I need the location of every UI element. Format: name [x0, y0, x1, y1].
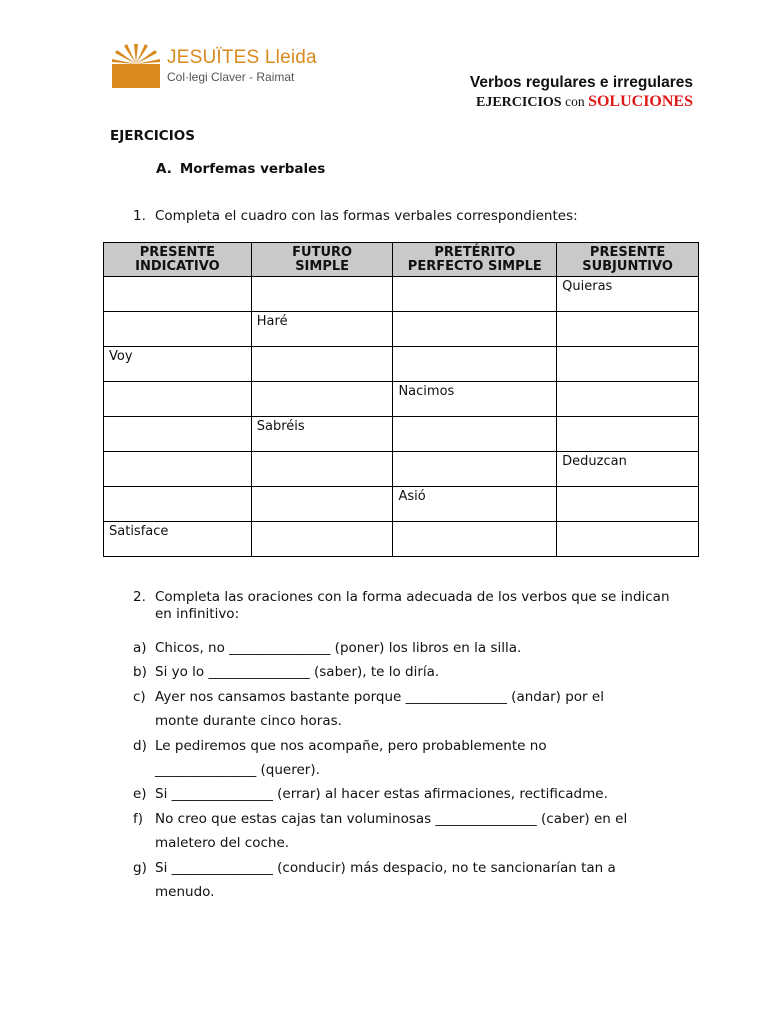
item-letter: f) — [133, 810, 144, 827]
table-cell — [393, 347, 557, 382]
table-cell — [557, 417, 699, 452]
table-cell — [104, 277, 252, 312]
item-letter: c) — [133, 688, 146, 705]
table-cell — [104, 417, 252, 452]
list-item — [133, 660, 703, 684]
table-cell: Sabréis — [251, 417, 393, 452]
subsection-heading: A. Morfemas verbales — [156, 161, 326, 177]
list-item — [133, 807, 703, 856]
table-cell — [251, 347, 393, 382]
item-letter: b) — [133, 664, 147, 681]
sunburst-logo-icon — [112, 44, 160, 88]
table-row — [104, 487, 699, 522]
col-header: PRESENTE SUBJUNTIVO — [557, 243, 699, 277]
item-letter: e) — [133, 786, 147, 803]
item-letter: a) — [133, 640, 147, 656]
item-line: No creo que estas cajas tan voluminosas _______________ (caber) en el — [155, 810, 628, 827]
table-cell — [104, 452, 252, 487]
table-cell — [104, 312, 252, 347]
col-header: FUTURO SIMPLE — [251, 243, 393, 277]
item-line: Ayer nos cansamos bastante porque _______________ (andar) por el — [155, 688, 604, 705]
table-cell — [251, 522, 393, 557]
question-1: 1. Completa el cuadro con las formas verbales correspondientes: — [133, 208, 578, 224]
table-cell: Nacimos — [393, 382, 557, 417]
table-cell: Asió — [393, 487, 557, 522]
table-row — [104, 452, 699, 487]
col-header: PRETÉRITO PERFECTO SIMPLE — [393, 243, 557, 277]
exercise-list — [133, 636, 703, 904]
school-logo — [112, 44, 317, 88]
item-line: Si _______________ (conducir) más despacio, no te sancionarían tan a — [155, 859, 616, 876]
list-item — [133, 734, 703, 783]
table-cell: Haré — [251, 312, 393, 347]
question-2: 2. Completa las oraciones con la forma adecuada de los verbos que se indican en infinitivo: — [133, 589, 670, 622]
table-cell — [393, 277, 557, 312]
item-line: _______________ (querer). — [155, 762, 320, 779]
table-row — [104, 417, 699, 452]
list-item — [133, 636, 703, 660]
table-cell — [557, 522, 699, 557]
section-heading: EJERCICIOS — [110, 128, 195, 144]
item-line: monte durante cinco horas. — [155, 713, 342, 730]
table-cell — [251, 382, 393, 417]
table-header-row — [104, 243, 699, 277]
table-cell — [251, 277, 393, 312]
item-line: menudo. — [155, 884, 215, 901]
list-item — [133, 856, 703, 905]
item-line: Si _______________ (errar) al hacer estas afirmaciones, rectificadme. — [155, 786, 608, 803]
logo-name: JESUÏTES Lleida — [167, 47, 317, 68]
table-cell: Deduzcan — [557, 452, 699, 487]
table-cell — [393, 522, 557, 557]
page-subtitle: EJERCICIOS con SOLUCIONES — [475, 93, 693, 110]
logo-subtitle: Col·legi Claver - Raimat — [167, 70, 295, 84]
table-cell — [393, 312, 557, 347]
item-line: Si yo lo _______________ (saber), te lo diría. — [155, 664, 440, 681]
item-line: Le pediremos que nos acompañe, pero probablemente no — [155, 737, 547, 754]
table-cell: Quieras — [557, 277, 699, 312]
table-row — [104, 277, 699, 312]
col-header: PRESENTE INDICATIVO — [104, 243, 252, 277]
table-cell — [393, 417, 557, 452]
table-row — [104, 382, 699, 417]
item-line: Chicos, no _______________ (poner) los libros en la silla. — [155, 640, 522, 656]
table-cell — [557, 312, 699, 347]
table-cell — [393, 452, 557, 487]
table-cell — [251, 452, 393, 487]
item-line: maletero del coche. — [155, 835, 290, 852]
page-title: Verbos regulares e irregulares — [469, 74, 693, 91]
table-row — [104, 347, 699, 382]
table-body — [104, 277, 699, 557]
table-row — [104, 522, 699, 557]
list-item — [133, 782, 703, 806]
item-letter: g) — [133, 859, 147, 876]
verb-table — [103, 242, 699, 557]
table-cell — [251, 487, 393, 522]
table-cell — [557, 347, 699, 382]
table-cell — [104, 487, 252, 522]
table-cell — [557, 382, 699, 417]
item-letter: d) — [133, 737, 147, 754]
table-cell — [104, 382, 252, 417]
table-row — [104, 312, 699, 347]
table-cell — [557, 487, 699, 522]
list-item — [133, 685, 703, 734]
table-cell: Voy — [104, 347, 252, 382]
table-cell: Satisface — [104, 522, 252, 557]
